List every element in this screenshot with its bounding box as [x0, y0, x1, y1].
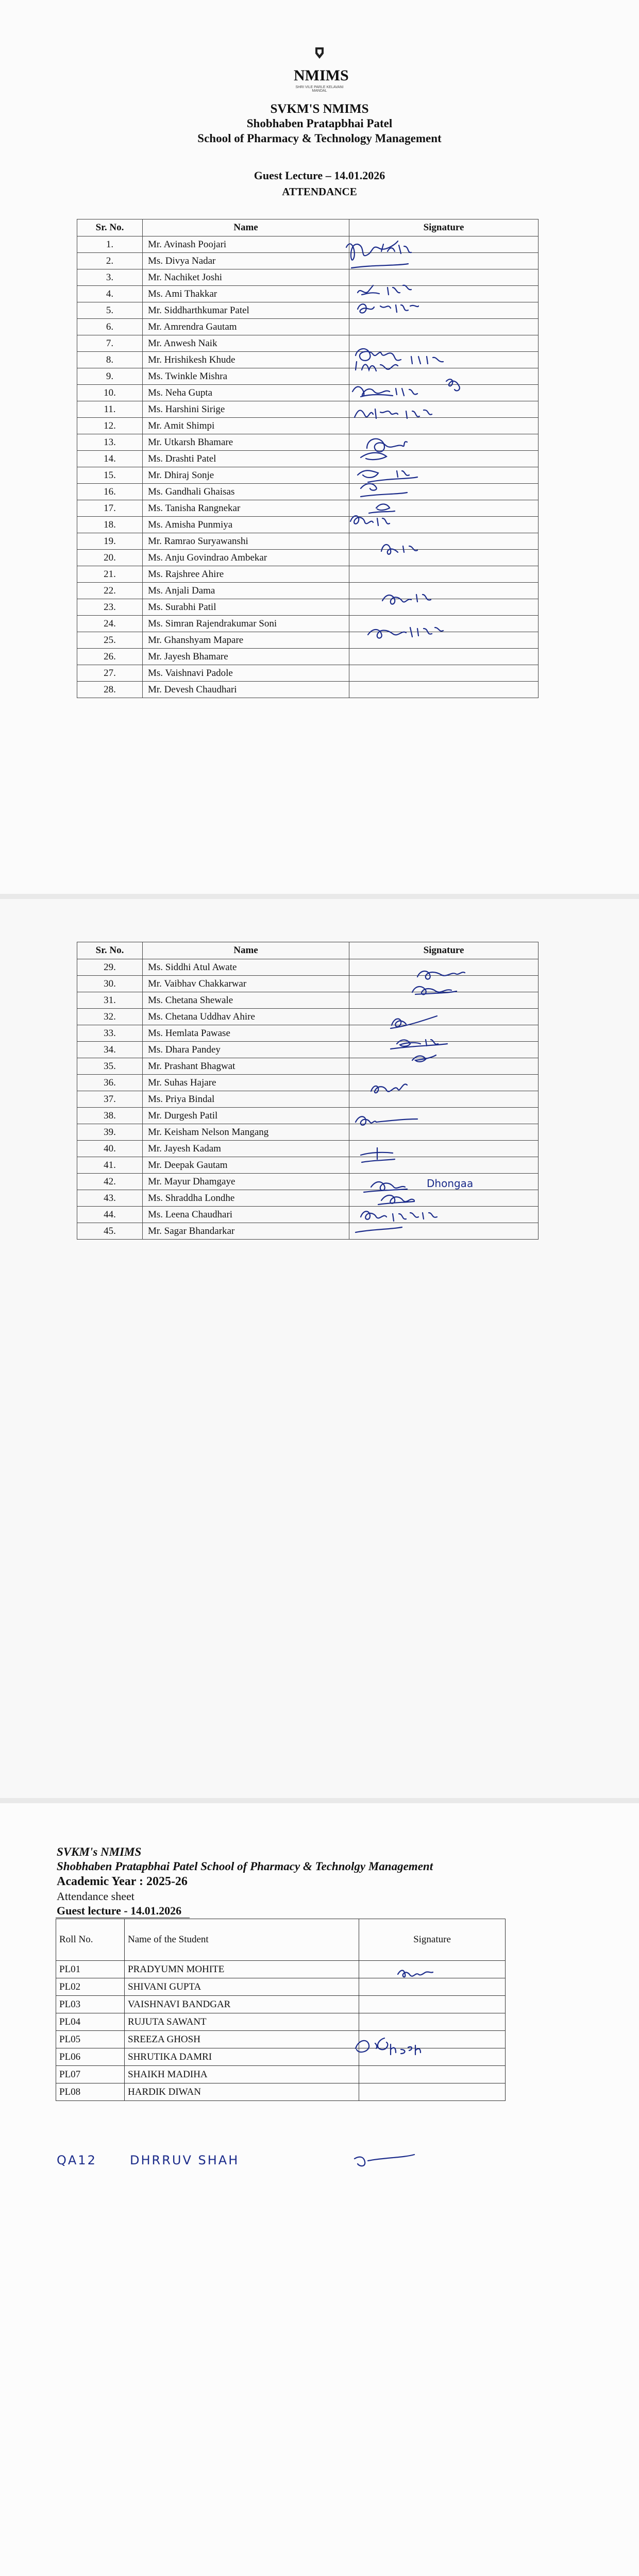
- signature-cell: [349, 269, 539, 286]
- logo-wordmark: NMIMS: [294, 67, 349, 84]
- sr-cell: 10.: [77, 385, 143, 401]
- student-name-cell: RUJUTA SAWANT: [125, 2013, 359, 2031]
- signature-cell: [349, 665, 539, 682]
- table-header-row: [56, 1919, 506, 1961]
- name-cell: Mr. Siddharthkumar Patel: [143, 302, 349, 319]
- signature-cell: [349, 682, 539, 698]
- attendance-table-1: [77, 219, 539, 698]
- name-cell: Mr. Dhiraj Sonje: [143, 467, 349, 484]
- table-row: [77, 1091, 539, 1108]
- table-row: [56, 1961, 506, 1978]
- name-cell: Mr. Suhas Hajare: [143, 1075, 349, 1091]
- table-row: [77, 401, 539, 418]
- student-name-cell: HARDIK DIWAN: [125, 2083, 359, 2101]
- sr-cell: 17.: [77, 500, 143, 517]
- name-cell: Ms. Hemlata Pawase: [143, 1025, 349, 1042]
- table-row: [77, 253, 539, 269]
- sr-cell: 25.: [77, 632, 143, 649]
- table-row: [77, 583, 539, 599]
- name-cell: Mr. Prashant Bhagwat: [143, 1058, 349, 1075]
- sr-cell: 16.: [77, 484, 143, 500]
- sr-cell: 29.: [77, 959, 143, 976]
- signature-cell: [349, 451, 539, 467]
- name-cell: Ms. Priya Bindal: [143, 1091, 349, 1108]
- name-cell: Mr. Ramrao Suryawanshi: [143, 533, 349, 550]
- sr-cell: 38.: [77, 1108, 143, 1124]
- sr-cell: 6.: [77, 319, 143, 335]
- signature-cell: [349, 976, 539, 992]
- table-row: [77, 1157, 539, 1174]
- roll-cell: PL04: [56, 2013, 125, 2031]
- name-cell: Mr. Vaibhav Chakkarwar: [143, 976, 349, 992]
- sr-cell: 44.: [77, 1207, 143, 1223]
- sheet3-school: Shobhaben Pratapbhai Patel School of Pharmacy & Technolgy Management: [57, 1860, 433, 1873]
- name-cell: Ms. Tanisha Rangnekar: [143, 500, 349, 517]
- student-name-cell: SREEZA GHOSH: [125, 2031, 359, 2048]
- signature-cell: [359, 2083, 506, 2101]
- table-row: [77, 1174, 539, 1190]
- logo-mark-icon: [314, 46, 325, 60]
- sr-cell: 32.: [77, 1009, 143, 1025]
- table-row: [77, 533, 539, 550]
- table-row: [77, 484, 539, 500]
- table-row: [77, 319, 539, 335]
- signature-cell: [349, 632, 539, 649]
- table-header-row: [77, 219, 539, 236]
- sheet3-event: Guest lecture - 14.01.2026: [57, 1904, 182, 1917]
- sr-cell: 19.: [77, 533, 143, 550]
- signature-cell: [349, 1223, 539, 1240]
- handwritten-name: DHRRUV SHAH: [130, 2153, 240, 2167]
- name-cell: Ms. Simran Rajendrakumar Soni: [143, 616, 349, 632]
- sr-cell: 42.: [77, 1174, 143, 1190]
- table-row: [77, 418, 539, 434]
- signature-cell: [349, 335, 539, 352]
- org-title: SVKM'S NMIMS: [270, 102, 369, 116]
- signature-cell: [349, 236, 539, 253]
- nmims-logo: [294, 46, 349, 93]
- signature-cell: [349, 434, 539, 451]
- signature-cell: [349, 302, 539, 319]
- signature-cell: [349, 649, 539, 665]
- sr-cell: 7.: [77, 335, 143, 352]
- name-cell: Mr. Jayesh Kadam: [143, 1141, 349, 1157]
- signature-cell: [349, 1190, 539, 1207]
- signature-cell: [349, 385, 539, 401]
- signature-cell: [349, 1058, 539, 1075]
- signature-cell: [349, 253, 539, 269]
- attendance-heading: ATTENDANCE: [282, 185, 357, 198]
- student-name-cell: SHAIKH MADIHA: [125, 2066, 359, 2083]
- sr-cell: 9.: [77, 368, 143, 385]
- name-cell: Mr. Keisham Nelson Mangang: [143, 1124, 349, 1141]
- name-cell: Ms. Leena Chaudhari: [143, 1207, 349, 1223]
- sr-cell: 24.: [77, 616, 143, 632]
- signature-cell: [349, 1124, 539, 1141]
- table-row: [77, 517, 539, 533]
- table-row: [77, 352, 539, 368]
- signature-cell: [359, 1978, 506, 1996]
- student-name-cell: SHRUTIKA DAMRI: [125, 2048, 359, 2066]
- signature-cell: [349, 517, 539, 533]
- name-cell: Ms. Neha Gupta: [143, 385, 349, 401]
- column-header-name: Name: [143, 942, 349, 959]
- name-cell: Mr. Sagar Bhandarkar: [143, 1223, 349, 1240]
- table-row: [56, 2066, 506, 2083]
- name-cell: Ms. Gandhali Ghaisas: [143, 484, 349, 500]
- name-cell: Mr. Anwesh Naik: [143, 335, 349, 352]
- signature-cell: [349, 1025, 539, 1042]
- signature-cell: [349, 599, 539, 616]
- column-header-sr: Sr. No.: [77, 219, 143, 236]
- table-row: [56, 2013, 506, 2031]
- signature-cell: [349, 992, 539, 1009]
- signature-cell: [349, 500, 539, 517]
- signature-cell: [349, 1207, 539, 1223]
- signature-cell: [349, 352, 539, 368]
- table-row: [77, 992, 539, 1009]
- name-cell: Ms. Harshini Sirige: [143, 401, 349, 418]
- signature-cell: [349, 1141, 539, 1157]
- sr-cell: 11.: [77, 401, 143, 418]
- name-cell: Mr. Amrendra Gautam: [143, 319, 349, 335]
- name-cell: Mr. Utkarsh Bhamare: [143, 434, 349, 451]
- sr-cell: 37.: [77, 1091, 143, 1108]
- column-header-name: Name: [143, 219, 349, 236]
- name-cell: Ms. Dhara Pandey: [143, 1042, 349, 1058]
- sr-cell: 30.: [77, 976, 143, 992]
- sr-cell: 39.: [77, 1124, 143, 1141]
- signature-cell: [349, 583, 539, 599]
- table-row: [77, 665, 539, 682]
- table-row: [77, 566, 539, 583]
- column-header-roll: Roll No.: [56, 1919, 125, 1961]
- table-row: [77, 1075, 539, 1091]
- sr-cell: 22.: [77, 583, 143, 599]
- sr-cell: 18.: [77, 517, 143, 533]
- name-cell: Ms. Divya Nadar: [143, 253, 349, 269]
- student-name-cell: VAISHNAVI BANDGAR: [125, 1996, 359, 2013]
- column-header-signature: Signature: [359, 1919, 506, 1961]
- signature-cell: [349, 959, 539, 976]
- signature-cell: [349, 566, 539, 583]
- signature-cell: [359, 1961, 506, 1978]
- name-cell: Ms. Rajshree Ahire: [143, 566, 349, 583]
- signature-cell: [349, 1108, 539, 1124]
- sr-cell: 35.: [77, 1058, 143, 1075]
- sheet3-title: Attendance sheet: [57, 1890, 134, 1903]
- name-cell: Mr. Amit Shimpi: [143, 418, 349, 434]
- table-row: [56, 2031, 506, 2048]
- name-cell: Ms. Anjali Dama: [143, 583, 349, 599]
- name-cell: Mr. Avinash Poojari: [143, 236, 349, 253]
- name-cell: Mr. Deepak Gautam: [143, 1157, 349, 1174]
- signature-cell: [349, 484, 539, 500]
- table-row: [77, 1141, 539, 1157]
- table-row: [77, 599, 539, 616]
- column-header-signature: Signature: [349, 942, 539, 959]
- signature-cell: [349, 418, 539, 434]
- table-row: [77, 1223, 539, 1240]
- table-row: [77, 1042, 539, 1058]
- sr-cell: 43.: [77, 1190, 143, 1207]
- table-row: [77, 467, 539, 484]
- table-row: [77, 269, 539, 286]
- table-row: [77, 368, 539, 385]
- signature-cell: [359, 1996, 506, 2013]
- roll-cell: PL06: [56, 2048, 125, 2066]
- attendance-table-2: [77, 942, 539, 1240]
- sr-cell: 12.: [77, 418, 143, 434]
- sr-cell: 45.: [77, 1223, 143, 1240]
- signature-row-42-text: Dhongaa: [427, 1177, 474, 1190]
- roll-cell: PL07: [56, 2066, 125, 2083]
- name-cell: Mr. Mayur Dhamgaye: [143, 1174, 349, 1190]
- table-row: [77, 976, 539, 992]
- name-cell: Mr. Devesh Chaudhari: [143, 682, 349, 698]
- name-cell: Mr. Nachiket Joshi: [143, 269, 349, 286]
- sr-cell: 36.: [77, 1075, 143, 1091]
- student-attendance-table: [56, 1919, 506, 2101]
- name-cell: Ms. Anju Govindrao Ambekar: [143, 550, 349, 566]
- table-row: [77, 1108, 539, 1124]
- name-cell: Ms. Shraddha Londhe: [143, 1190, 349, 1207]
- sr-cell: 14.: [77, 451, 143, 467]
- signature-cell: [349, 1091, 539, 1108]
- table-row: [77, 682, 539, 698]
- name-cell: Ms. Twinkle Mishra: [143, 368, 349, 385]
- name-cell: Ms. Drashti Patel: [143, 451, 349, 467]
- roll-cell: PL08: [56, 2083, 125, 2101]
- sr-cell: 27.: [77, 665, 143, 682]
- signature-cell: [349, 286, 539, 302]
- table-row: [77, 550, 539, 566]
- sr-cell: 2.: [77, 253, 143, 269]
- table-row: [77, 616, 539, 632]
- table-row: [77, 1207, 539, 1223]
- sr-cell: 20.: [77, 550, 143, 566]
- sr-cell: 33.: [77, 1025, 143, 1042]
- roll-cell: PL05: [56, 2031, 125, 2048]
- table-row: [77, 1025, 539, 1042]
- event-title: Guest Lecture – 14.01.2026: [254, 169, 385, 182]
- name-cell: Ms. Surabhi Patil: [143, 599, 349, 616]
- sr-cell: 40.: [77, 1141, 143, 1157]
- signature-cell: [349, 533, 539, 550]
- table-row: [77, 1190, 539, 1207]
- signature-cell: [349, 1157, 539, 1174]
- signature-cell: [359, 2066, 506, 2083]
- signature-cell: [349, 1174, 539, 1190]
- sr-cell: 1.: [77, 236, 143, 253]
- name-cell: Mr. Hrishikesh Khude: [143, 352, 349, 368]
- name-cell: Ms. Vaishnavi Padole: [143, 665, 349, 682]
- name-cell: Ms. Chetana Uddhav Ahire: [143, 1009, 349, 1025]
- sr-cell: 15.: [77, 467, 143, 484]
- sr-cell: 31.: [77, 992, 143, 1009]
- signature-cell: [349, 401, 539, 418]
- signature-cell: [349, 368, 539, 385]
- sr-cell: 23.: [77, 599, 143, 616]
- sheet3-academic-year: Academic Year : 2025-26: [57, 1875, 188, 1888]
- signature-cell: [349, 550, 539, 566]
- name-cell: Ms. Ami Thakkar: [143, 286, 349, 302]
- roll-cell: PL01: [56, 1961, 125, 1978]
- table-row: [77, 959, 539, 976]
- roll-cell: PL03: [56, 1996, 125, 2013]
- student-name-cell: PRADYUMN MOHITE: [125, 1961, 359, 1978]
- table-row: [77, 236, 539, 253]
- table-row: [56, 2048, 506, 2066]
- table-row: [56, 2083, 506, 2101]
- sheet3-org: SVKM's NMIMS: [57, 1845, 142, 1858]
- sr-cell: 13.: [77, 434, 143, 451]
- roll-cell: PL02: [56, 1978, 125, 1996]
- signature-cell: [359, 2013, 506, 2031]
- sr-cell: 21.: [77, 566, 143, 583]
- signature-cell: [349, 1075, 539, 1091]
- name-cell: Mr. Ghanshyam Mapare: [143, 632, 349, 649]
- sr-cell: 8.: [77, 352, 143, 368]
- logo-tagline: SHRI VILE PARLE KELAVANI MANDAL: [295, 86, 344, 93]
- table-row: [77, 451, 539, 467]
- table-row: [77, 434, 539, 451]
- name-cell: Ms. Chetana Shewale: [143, 992, 349, 1009]
- handwritten-roll: QA12: [57, 2153, 97, 2167]
- sr-cell: 26.: [77, 649, 143, 665]
- sr-cell: 3.: [77, 269, 143, 286]
- column-header-sr: Sr. No.: [77, 942, 143, 959]
- name-cell: Ms. Siddhi Atul Awate: [143, 959, 349, 976]
- sr-cell: 28.: [77, 682, 143, 698]
- table-row: [56, 1978, 506, 1996]
- table-row: [77, 385, 539, 401]
- sr-cell: 4.: [77, 286, 143, 302]
- column-header-signature: Signature: [349, 219, 539, 236]
- table-row: [77, 649, 539, 665]
- table-row: [77, 286, 539, 302]
- table-row: [77, 632, 539, 649]
- name-cell: Mr. Durgesh Patil: [143, 1108, 349, 1124]
- column-header-student: Name of the Student: [125, 1919, 359, 1961]
- signature-cell: [359, 2031, 506, 2048]
- signature-cell: [349, 616, 539, 632]
- signature-cell: [359, 2048, 506, 2066]
- sr-cell: 41.: [77, 1157, 143, 1174]
- sr-cell: 5.: [77, 302, 143, 319]
- table-row: [56, 1996, 506, 2013]
- school-name-line1: Shobhaben Pratapbhai Patel: [246, 117, 393, 130]
- table-row: [77, 335, 539, 352]
- signature-cell: [349, 467, 539, 484]
- table-row: [77, 1009, 539, 1025]
- table-row: [77, 1058, 539, 1075]
- table-row: [77, 1124, 539, 1141]
- table-row: [77, 500, 539, 517]
- table-row: [77, 302, 539, 319]
- student-name-cell: SHIVANI GUPTA: [125, 1978, 359, 1996]
- signature-cell: [349, 1042, 539, 1058]
- signature-cell: [349, 1009, 539, 1025]
- name-cell: Ms. Amisha Punmiya: [143, 517, 349, 533]
- school-name-line2: School of Pharmacy & Technology Management: [197, 132, 442, 145]
- table-header-row: [77, 942, 539, 959]
- sr-cell: 34.: [77, 1042, 143, 1058]
- name-cell: Mr. Jayesh Bhamare: [143, 649, 349, 665]
- signature-cell: [349, 319, 539, 335]
